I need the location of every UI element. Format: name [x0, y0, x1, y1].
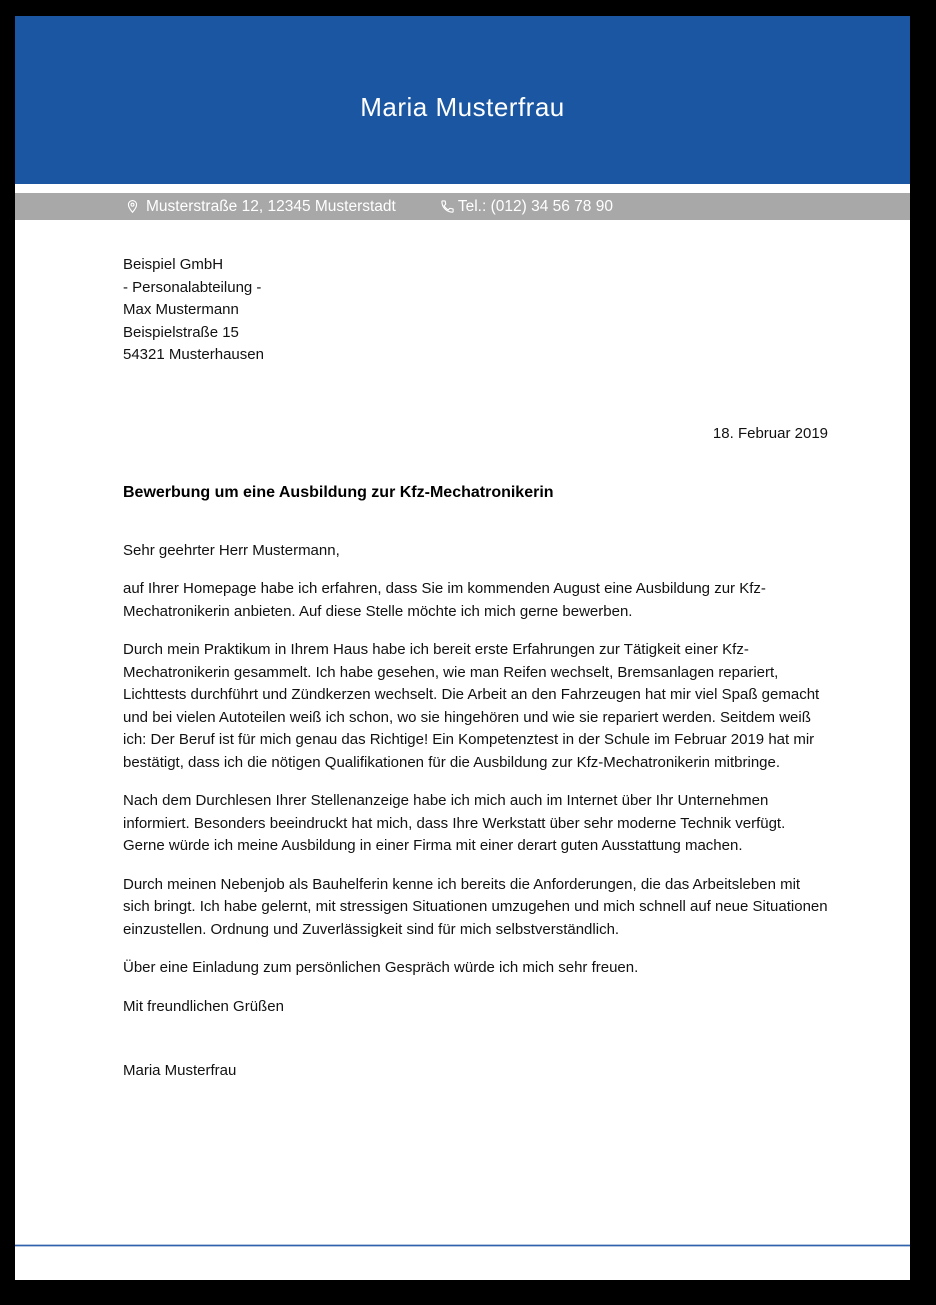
phone-receiver-icon — [440, 199, 455, 214]
body-paragraph: auf Ihrer Homepage habe ich erfahren, dass Sie im kommenden August eine Ausbildung zur Kfz-Mechatronikerin anbieten. Auf diese Stelle möchte ich mich gerne bewerben. — [123, 580, 766, 620]
recipient-line: Max Mustermann — [123, 301, 239, 318]
recipient-block — [123, 254, 828, 367]
contact-address-item — [125, 198, 396, 216]
signature-name: Maria Musterfrau — [123, 1062, 237, 1079]
body-paragraph: Durch meinen Nebenjob als Bauhelferin kenne ich bereits die Anforderungen, die das Arbeitsleben mit sich bringt. Ich habe gelernt, mit stressigen Situationen umzugehen und mich schnell auf neue Situationen einzustellen. Ordnung und Zuverlässigkeit sind für mich selbstverständlich. — [123, 875, 828, 938]
contact-address: Musterstraße 12, 12345 Musterstadt — [146, 197, 396, 215]
subject-line: Bewerbung um eine Ausbildung zur Kfz-Mechatronikerin — [123, 484, 554, 501]
letter-body — [15, 220, 910, 1083]
footer-rule — [15, 1244, 910, 1247]
body-paragraph: Über eine Einladung zum persönlichen Gespräch würde ich mich sehr freuen. — [123, 959, 639, 976]
letter-page — [15, 16, 910, 1280]
header-contact-divider — [15, 184, 910, 193]
contact-bar — [15, 193, 910, 220]
closing-phrase: Mit freundlichen Grüßen — [123, 997, 284, 1015]
letter-date: 18. Februar 2019 — [712, 424, 828, 442]
contact-phone: Tel.: (012) 34 56 78 90 — [457, 197, 613, 215]
contact-phone-item — [440, 198, 613, 216]
header-band — [15, 16, 910, 184]
body-paragraph: Nach dem Durchlesen Ihrer Stellenanzeige habe ich mich auch im Internet über Ihr Unternehmen informiert. Besonders beeindruckt hat mich, dass Ihre Werkstatt über sehr moderne Technik verfügt. Gerne würde ich meine Ausbildung in einer Firma mit einer derart guten Ausstattung machen. — [123, 792, 786, 854]
recipient-line: - Personalabteilung - — [123, 278, 262, 296]
recipient-line: Beispielstraße 15 — [123, 323, 239, 341]
header-name: Maria Musterfrau — [360, 91, 565, 122]
recipient-line: 54321 Musterhausen — [123, 346, 264, 363]
location-pin-icon — [125, 199, 140, 214]
salutation: Sehr geehrter Herr Mustermann, — [123, 541, 340, 559]
recipient-line: Beispiel GmbH — [123, 256, 224, 273]
body-paragraph: Durch mein Praktikum in Ihrem Haus habe ich bereit erste Erfahrungen zur Tätigkeit einer Kfz-Mechatronikerin gesammelt. Ich habe gesehen, wie man Reifen wechselt, Bremsanlagen repariert, Lichttests durchführt und Zündkerzen wechselt. Die Arbeit an den Fahrzeugen hat mir viel Spaß gemacht und bei vielen Autoteilen weiß ich schon, wo sie hingehören und wie sie repariert werden. Seitdem weiß ich: Der Beruf ist für mich genau das Richtige! Ein Kompetenztest in der Schule im Februar 2019 hat mir bestätigt, dass ich die nötigen Qualifikationen für die Ausbildung zur Kfz-Mechatronikerin mitbringe. — [123, 641, 820, 771]
